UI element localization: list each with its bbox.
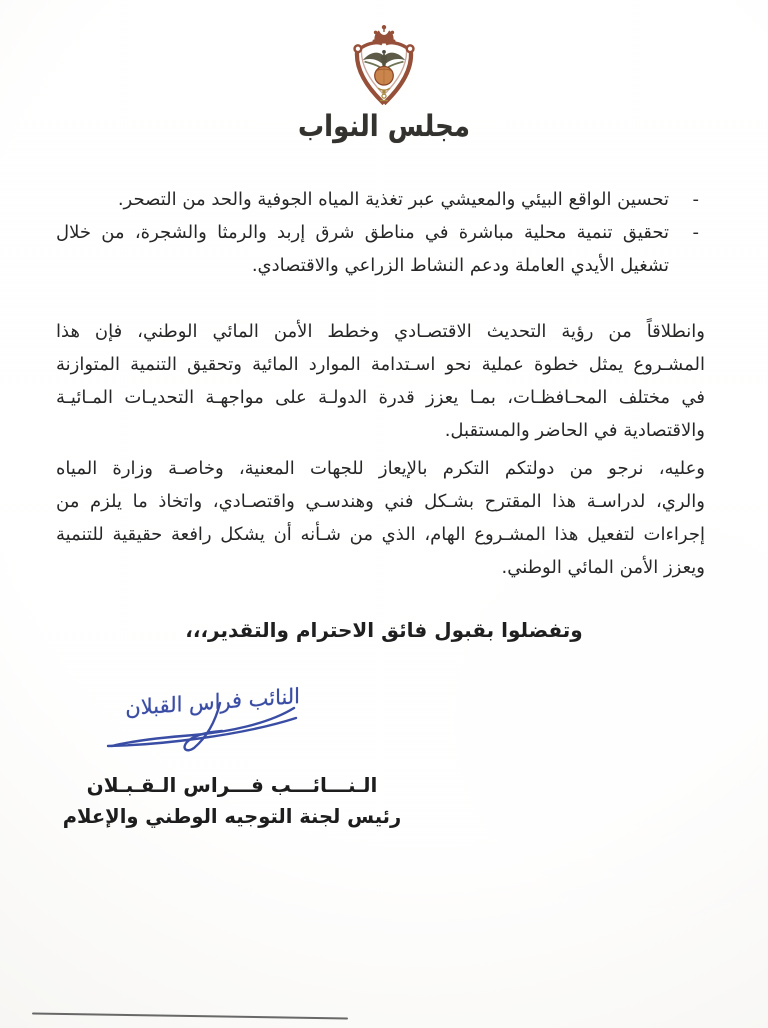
list-item <box>56 183 705 216</box>
closing-salutation: وتفضلوا بقبول فائق الاحترام والتقدير،،، <box>185 618 583 642</box>
handwritten-signature: النائب فراس القبلان <box>125 683 301 721</box>
eagle-icon <box>363 50 405 68</box>
bullet-dash: - <box>692 222 699 243</box>
bullet-list <box>56 183 705 282</box>
letter-line: ويعزز الأمن المائي الوطني. <box>501 557 705 578</box>
signature-block <box>80 684 300 756</box>
letter-line: المشـروع يمثل خطوة عملية نحو اسـتدامة الموارد المائية وتحقيق التنمية المتوازنة <box>56 354 705 375</box>
globe-icon <box>375 66 394 85</box>
crown-icon <box>373 25 395 43</box>
letter-line: إجراءات لتفعيل هذا المشـروع الهام، الذي من شـأنه أن يشكل رافعة حقيقية للتنمية <box>56 524 705 545</box>
letter-line: تحسين الواقع البيئي والمعيشي عبر تغذية المياه الجوفية والحد من التصحر. <box>117 189 669 210</box>
letter-line: والاقتصادية في الحاضر والمستقبل. <box>444 420 705 441</box>
signatory-title: رئيس لجنة التوجيه الوطني والإعلام <box>62 805 402 828</box>
body-paragraph <box>56 452 705 584</box>
scan-artifact-line <box>32 1013 348 1020</box>
letter-line: وعليه، نرجو من دولتكم التكرم بالإيعاز للجهات المعنية، وخاصـة وزارة المياه <box>56 458 705 479</box>
letter-line: تحقيق تنمية محلية مباشرة في مناطق شرق إربد والرمثا والشجرة، من خلال <box>56 222 669 243</box>
body-paragraph <box>56 315 705 447</box>
jordan-coat-of-arms-icon <box>336 24 432 116</box>
letter-line: والري، لدراسـة هذا المقترح بشـكل فني وهندسـي واقتصـادي، واتخاذ ما يلزم من <box>56 491 705 512</box>
bullet-dash: - <box>692 189 699 210</box>
signatory-name: الـنـــائـــب فـــراس الـقـبـلان <box>86 773 378 797</box>
letter-line: وانطلاقاً من رؤية التحديث الاقتصـادي وخطط الأمن المائي الوطني، فإن هذا <box>56 321 705 342</box>
letter-line: في مختلف المحـافظـات، بمـا يعزز قدرة الدولـة على مواجهـة التحديـات المـائيـة <box>56 387 705 408</box>
letter-line: تشغيل الأيدي العاملة ودعم النشاط الزراعي والاقتصادي. <box>251 255 669 276</box>
list-item <box>56 216 705 282</box>
signatory-block <box>58 770 406 832</box>
parliament-calligraphy: مجلس النواب <box>298 109 470 145</box>
